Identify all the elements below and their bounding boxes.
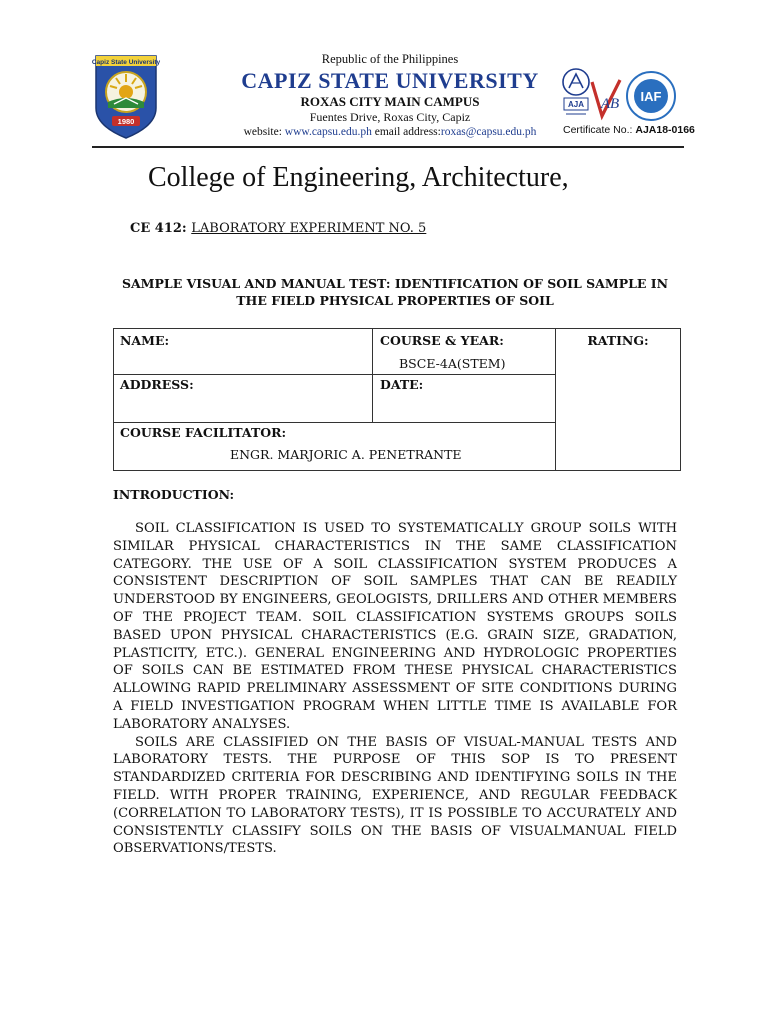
university-name: CAPIZ STATE UNIVERSITY <box>241 68 539 93</box>
svg-text:AB: AB <box>600 96 620 112</box>
contact-line <box>215 125 565 140</box>
svg-text:IAF: IAF <box>640 89 662 104</box>
cert-number-value: AJA18-0166 <box>635 124 695 136</box>
address-label: ADDRESS: <box>120 377 194 392</box>
date-cell[interactable] <box>373 375 556 423</box>
title-line-2: THE FIELD PHYSICAL PROPERTIES OF SOIL <box>236 293 554 308</box>
website-link[interactable]: www.capsu.edu.ph <box>284 126 372 138</box>
course-code: CE 412: <box>130 221 192 236</box>
university-seal-logo <box>90 52 162 140</box>
seal-banner-text: Capiz State University <box>91 59 161 66</box>
paragraph: SOIL CLASSIFICATION IS USED TO SYSTEMATICALLY GROUP SOILS WITH SIMILAR PHYSICAL CHARACTERISTICS IN THE SAME CLASSIFICATION CATEGORY. THE USE OF A SOIL CLASSIFICATION SYSTEM PRODUCES A CONSISTENT DESCRIPTION OF SOIL SAMPLES THAT CAN BE READILY UNDERSTOOD BY ENGINEERS, GEOLOGISTS, DRILLERS AND OTHER MEMBERS OF THE PROJECT TEAM. SOIL CLASSIFICATION SYSTEMS GROUPS SOILS BASED UPON PHYSICAL CHARACTERISTICS (E.G. GRAIN SIZE, GRADATION, PLASTICITY, ETC.). GENERAL ENGINEERING AND HYDROLOGIC PROPERTIES OF SOILS CAN BE ESTIMATED FROM THESE PHYSICAL CHARACTERISTICS ALLOWING RAPID PRELIMINARY ASSESSMENT OF SITE CONDITIONS DURING A FIELD INVESTIGATION PROGRAM WHEN LITTLE TIME IS AVAILABLE FOR LABORATORY ANALYSES. <box>113 521 677 732</box>
ab-accreditation-logo <box>590 76 626 122</box>
rating-label: RATING: <box>587 333 649 348</box>
campus-name: ROXAS CITY MAIN CAMPUS <box>300 94 480 109</box>
address-cell[interactable] <box>114 375 373 423</box>
email-label: email address: <box>371 126 441 138</box>
facilitator-cell[interactable] <box>114 423 556 470</box>
course-year-label: COURSE & YEAR: <box>380 333 504 348</box>
course-year-cell[interactable] <box>373 329 556 375</box>
student-info-table <box>113 328 681 471</box>
website-label: website: <box>243 126 285 138</box>
title-line-1: SAMPLE VISUAL AND MANUAL TEST: IDENTIFICATION OF SOIL SAMPLE IN <box>121 276 669 291</box>
rating-cell[interactable] <box>556 329 680 470</box>
seal-year-text: 1980 <box>117 117 135 126</box>
svg-text:AJA: AJA <box>567 100 585 109</box>
course-year-value: BSCE-4A(STEM) <box>399 356 506 371</box>
cert-label: Certificate No.: <box>563 124 636 136</box>
experiment-title <box>100 275 690 309</box>
introduction-body <box>113 520 677 858</box>
facilitator-name: ENGR. MARJORIC A. PENETRANTE <box>230 447 462 462</box>
course-line <box>130 221 426 236</box>
certificate-number <box>563 124 695 136</box>
date-label: DATE: <box>380 377 424 392</box>
facilitator-label: COURSE FACILITATOR: <box>120 425 287 440</box>
email-link[interactable]: roxas@capsu.edu.ph <box>440 126 537 138</box>
campus-address: Fuentes Drive, Roxas City, Capiz <box>309 110 471 124</box>
aja-certification-logo <box>560 66 592 120</box>
name-cell[interactable] <box>114 329 373 375</box>
header-divider <box>92 146 684 148</box>
paragraph: SOILS ARE CLASSIFIED ON THE BASIS OF VISUAL-MANUAL TESTS AND LABORATORY TESTS. THE PURPOSE OF THIS SOP IS TO PRESENT STANDARDIZED CRITERIA FOR DESCRIBING AND IDENTIFYING SOILS IN THE FIELD. WITH PROPER TRAINING, EXPERIENCE, AND REGULAR FEEDBACK (CORRELATION TO LABORATORY TESTS), IT IS POSSIBLE TO ACCURATELY AND CONSISTENTLY CLASSIFY SOILS ON THE BASIS OF VISUALMANUAL FIELD OBSERVATIONS/TESTS. <box>113 734 677 857</box>
introduction-heading: INTRODUCTION: <box>113 487 235 502</box>
republic-line: Republic of the Philippines <box>321 52 459 66</box>
letterhead <box>215 52 565 140</box>
college-name: College of Engineering, Architecture, <box>148 162 569 193</box>
experiment-label: LABORATORY EXPERIMENT NO. 5 <box>191 221 427 236</box>
iaf-logo <box>625 70 677 122</box>
name-label: NAME: <box>120 333 170 348</box>
